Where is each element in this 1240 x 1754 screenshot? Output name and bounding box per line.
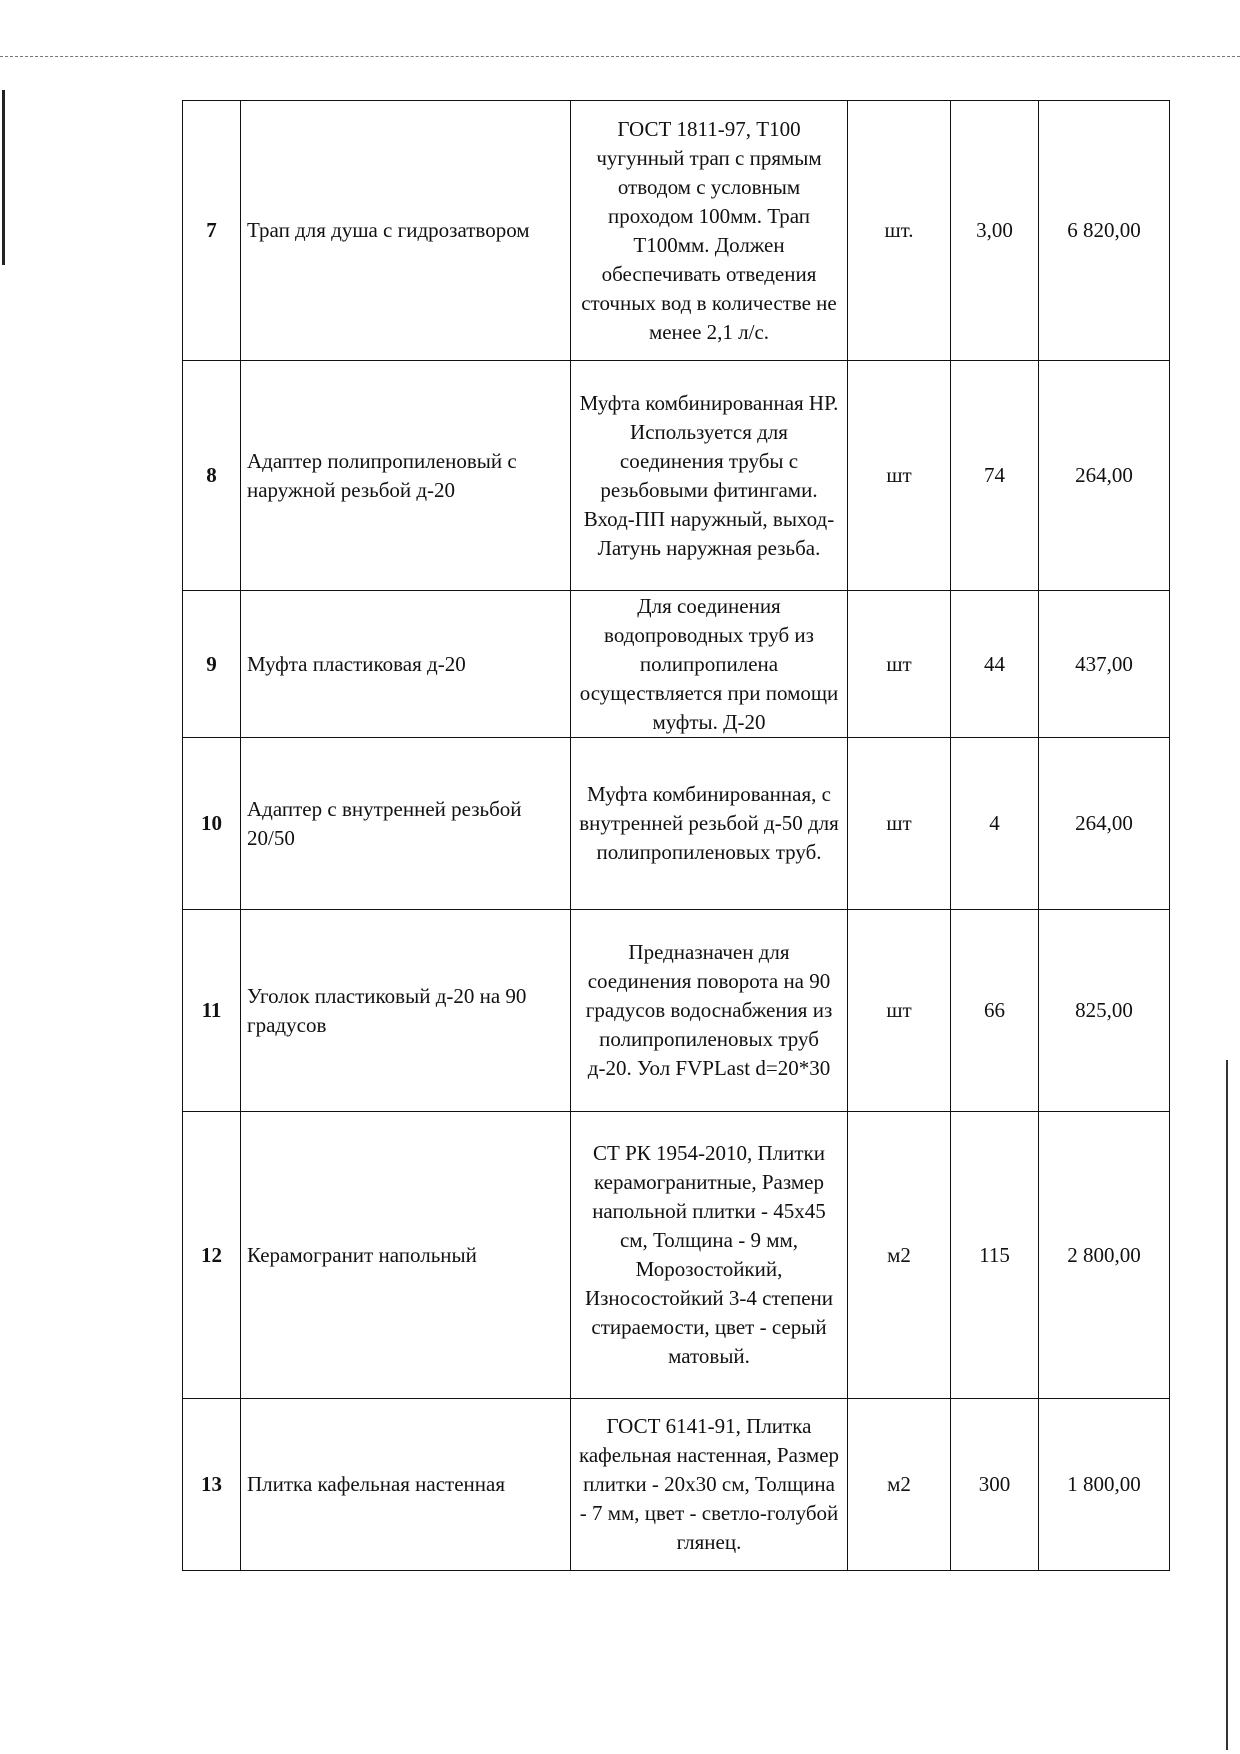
item-name: Трап для душа с гидрозатвором: [241, 101, 571, 361]
item-description: ГОСТ 1811-97, Т100 чугунный трап с прямым отводом с условным проходом 100мм. Трап Т100мм. Должен обеспечивать отведения сточных вод в количестве не менее 2,1 л/с.: [571, 101, 848, 361]
scan-edge-mark: [1226, 1060, 1228, 1750]
item-description: Для соединения водопроводных труб из полипропилена осуществляется при помощи муфты. Д-20: [571, 591, 848, 738]
item-unit: шт: [848, 738, 951, 910]
item-quantity: 4: [951, 738, 1039, 910]
table-row: [183, 1399, 1170, 1571]
item-price: 264,00: [1039, 361, 1170, 591]
item-price: 6 820,00: [1039, 101, 1170, 361]
item-quantity: 44: [951, 591, 1039, 738]
item-name: Муфта пластиковая д-20: [241, 591, 571, 738]
item-quantity: 3,00: [951, 101, 1039, 361]
item-quantity: 300: [951, 1399, 1039, 1571]
row-number: 13: [183, 1399, 241, 1571]
table-row: [183, 738, 1170, 910]
row-number: 7: [183, 101, 241, 361]
row-number: 10: [183, 738, 241, 910]
item-price: 437,00: [1039, 591, 1170, 738]
item-name: Адаптер полипропиленовый с наружной резьбой д-20: [241, 361, 571, 591]
specification-table: [182, 100, 1170, 1571]
table-row: [183, 101, 1170, 361]
item-unit: шт.: [848, 101, 951, 361]
item-quantity: 74: [951, 361, 1039, 591]
item-unit: шт: [848, 591, 951, 738]
row-number: 8: [183, 361, 241, 591]
item-quantity: 115: [951, 1112, 1039, 1399]
item-price: 825,00: [1039, 910, 1170, 1112]
item-unit: шт: [848, 361, 951, 591]
row-number: 12: [183, 1112, 241, 1399]
row-number: 11: [183, 910, 241, 1112]
item-name: Адаптер с внутренней резьбой 20/50: [241, 738, 571, 910]
table-row: [183, 361, 1170, 591]
scan-border-line: [0, 56, 1240, 57]
item-name: Плитка кафельная настенная: [241, 1399, 571, 1571]
scan-edge-mark: [2, 90, 5, 265]
item-unit: шт: [848, 910, 951, 1112]
item-description: ГОСТ 6141-91, Плитка кафельная настенная, Размер плитки - 20х30 см, Толщина - 7 мм, цвет - светло-голубой глянец.: [571, 1399, 848, 1571]
table-row: [183, 910, 1170, 1112]
table-row: [183, 1112, 1170, 1399]
item-price: 264,00: [1039, 738, 1170, 910]
item-description: Муфта комбинированная НР. Используется для соединения трубы с резьбовыми фитингами. Вход-ПП наружный, выход-Латунь наружная резьба.: [571, 361, 848, 591]
item-description: СТ РК 1954-2010, Плитки керамогранитные, Размер напольной плитки - 45х45 см, Толщина - 9 мм, Морозостойкий, Износостойкий 3-4 степени стираемости, цвет - серый матовый.: [571, 1112, 848, 1399]
item-description: Предназначен для соединения поворота на 90 градусов водоснабжения из полипропиленовых труб д-20. Уол FVPLast d=20*30: [571, 910, 848, 1112]
item-unit: м2: [848, 1112, 951, 1399]
item-name: Уголок пластиковый д-20 на 90 градусов: [241, 910, 571, 1112]
item-price: 1 800,00: [1039, 1399, 1170, 1571]
item-description: Муфта комбинированная, с внутренней резьбой д-50 для полипропиленовых труб.: [571, 738, 848, 910]
table-row: [183, 591, 1170, 738]
item-price: 2 800,00: [1039, 1112, 1170, 1399]
row-number: 9: [183, 591, 241, 738]
item-quantity: 66: [951, 910, 1039, 1112]
item-unit: м2: [848, 1399, 951, 1571]
item-name: Керамогранит напольный: [241, 1112, 571, 1399]
